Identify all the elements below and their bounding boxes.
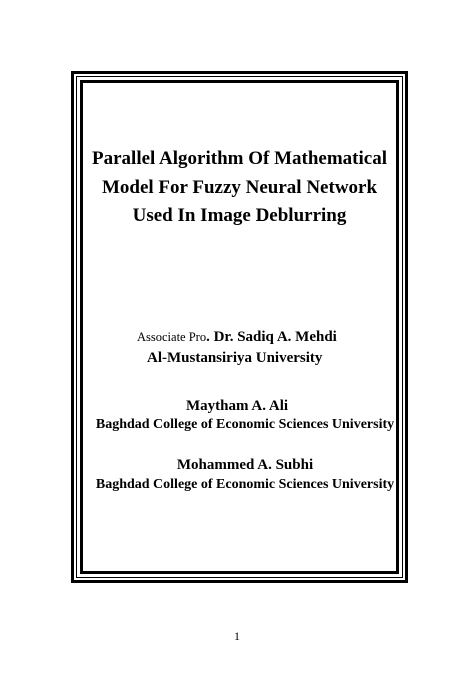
author-3-affiliation: Baghdad College of Economic Sciences University bbox=[95, 477, 395, 492]
author-2-affiliation: Baghdad College of Economic Sciences University bbox=[95, 417, 395, 432]
paper-title bbox=[80, 145, 399, 231]
author-1-affiliation: Al-Mustansiriya University bbox=[147, 350, 323, 366]
author-3-name: Mohammed A. Subhi bbox=[176, 457, 314, 473]
title-line-2: Model For Fuzzy Neural Network bbox=[101, 176, 378, 198]
title-line-3: Used In Image Deblurring bbox=[132, 205, 347, 226]
author-1-prefix: Associate Pro bbox=[137, 330, 207, 344]
page-number: 1 bbox=[234, 629, 240, 643]
title-line-1: Parallel Algorithm Of Mathematical bbox=[92, 148, 387, 169]
author-2-name: Maytham A. Ali bbox=[185, 398, 289, 414]
author-1-name: . Dr. Sadiq A. Mehdi bbox=[206, 329, 337, 345]
author-1-name-line bbox=[137, 329, 337, 346]
